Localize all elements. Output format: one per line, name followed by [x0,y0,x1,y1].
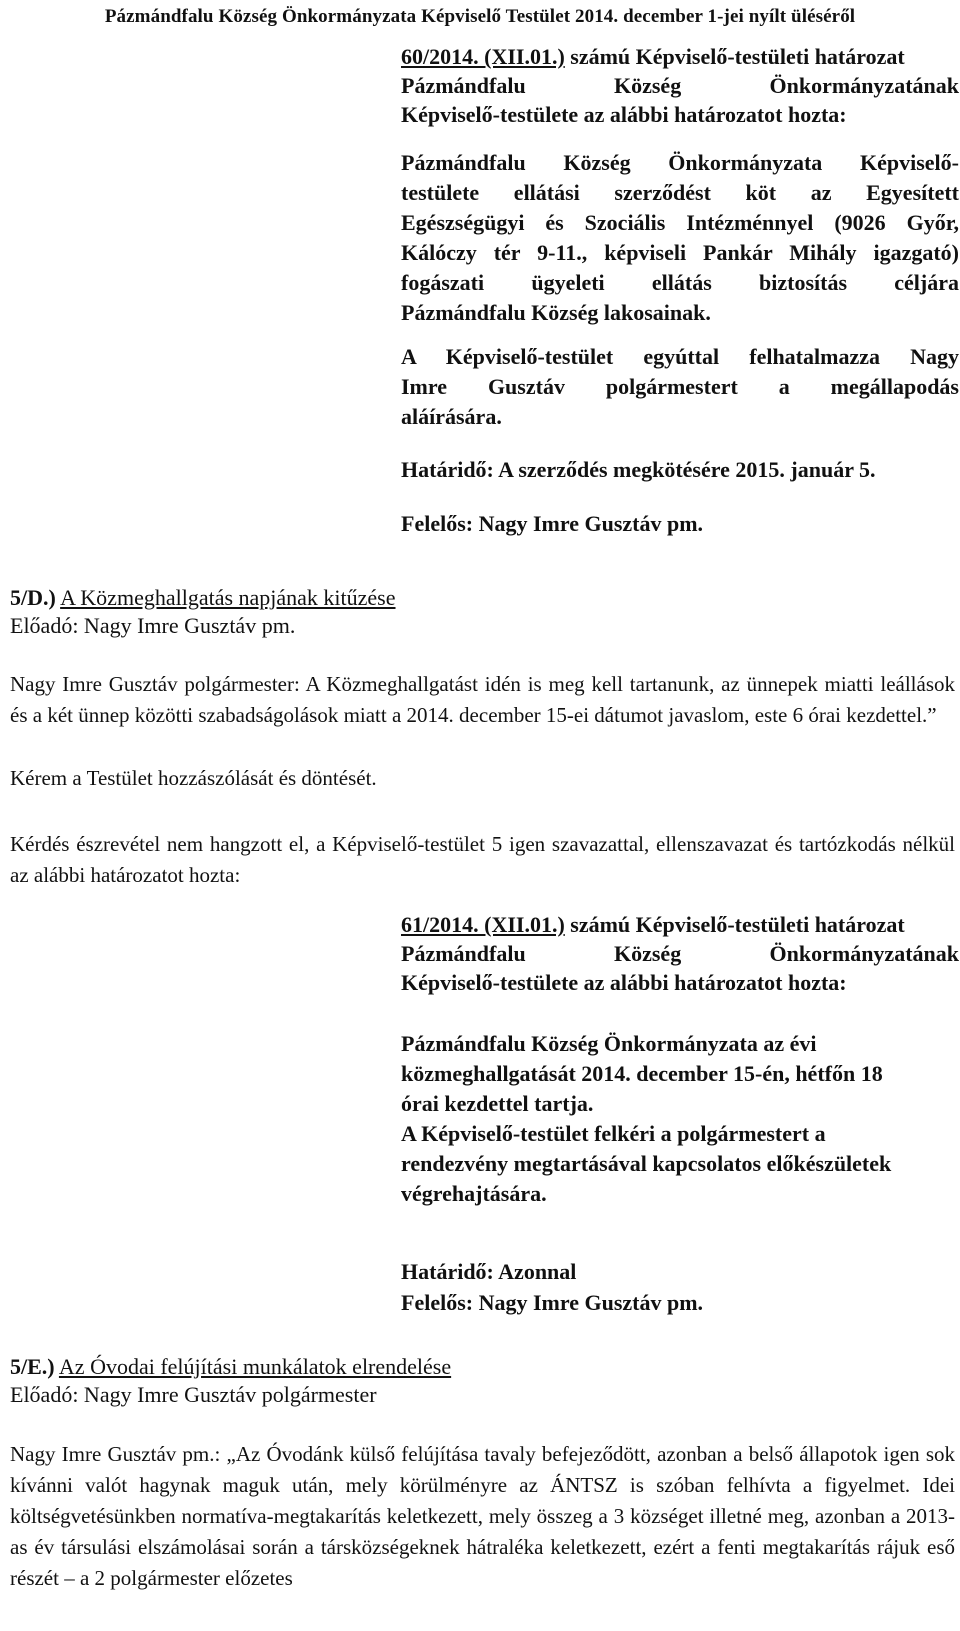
section-d-paragraph-1: Nagy Imre Gusztáv polgármester: A Közmeghallgatást idén is meg kell tartanunk, az ünnepek miatti leállások és a két ünnep közötti szabadságolások miatt a 2014. december 15-ei dátumot javaslom, este 6 órai kezdettel.” [10,672,955,727]
section-d-paragraph-3: Kérdés észrevétel nem hangzott el, a Képviselő-testület 5 igen szavazattal, ellenszavazat és tartózkodás nélkül az alábbi határozatot hozta: [10,832,955,887]
page-header: Pázmándfalu Község Önkormányzata Képviselő Testület 2014. december 1-jei nyílt üléséről [104,6,856,27]
resolution-61-heading [401,910,959,997]
section-e-presenter: Előadó: Nagy Imre Gusztáv polgármester [10,1382,377,1407]
resolution-60-authorization: A Képviselő-testület egyúttal felhatalmazza Nagy Imre Gusztáv polgármestert a megállapodás aláírására. [401,344,959,429]
resolution-61-body: Pázmándfalu Község Önkormányzata az évi közmeghallgatását 2014. december 15-én, hétfőn 18 órai kezdettel tartja. A Képviselő-testület felkéri a polgármestert a rendezvény megtartásával kapcsolatos előkészületek végrehajtására. [401,1031,892,1206]
resolution-60-title: 60/2014. (XII.01.) számú Képviselő-testületi határozat [401,44,905,69]
section-d-heading: 5/D.) A Közmeghallgatás napjának kitűzése [10,585,396,610]
resolution-60-line2: Pázmándfalu Község Önkormányzatának [401,73,959,98]
resolution-61-number: 61/2014. (XII.01.) [401,912,565,937]
resolution-60-heading [401,42,959,129]
resolution-61-title: 61/2014. (XII.01.) számú Képviselő-testületi határozat [401,912,905,937]
section-d-presenter: Előadó: Nagy Imre Gusztáv pm. [10,613,296,638]
resolution-60-number: 60/2014. (XII.01.) [401,44,565,69]
resolution-60-body: Pázmándfalu Község Önkormányzata Képviselő- testülete ellátási szerződést köt az Egyesített Egészségügyi és Szociális Intézménnyel (9026 Győr, Kálóczy tér 9-11., képviseli Pankár Mihály igazgató) fogászati ügyeleti ellátás biztosítás céljára Pázmándfalu Község lakosainak. [401,150,959,325]
section-e-heading: 5/E.) Az Óvodai felújítási munkálatok elrendelése [10,1354,452,1379]
resolution-61-deadline: Határidő: Azonnal [401,1259,577,1284]
resolution-60-line3: Képviselő-testülete az alábbi határozatot hozta: [401,102,847,127]
resolution-61-line2: Pázmándfalu Község Önkormányzatának [401,941,959,966]
resolution-61-line3: Képviselő-testülete az alábbi határozatot hozta: [401,970,847,995]
section-d-paragraph-2: Kérem a Testület hozzászólását és döntését. [10,766,377,790]
section-e-title: Az Óvodai felújítási munkálatok elrendelése [58,1354,452,1379]
resolution-60-responsible: Felelős: Nagy Imre Gusztáv pm. [401,511,704,536]
resolution-60-deadline: Határidő: A szerződés megkötésére 2015. január 5. [401,457,876,482]
resolution-61-responsible: Felelős: Nagy Imre Gusztáv pm. [401,1290,704,1315]
section-d-title: A Közmeghallgatás napjának kitűzése [60,585,396,610]
section-e-paragraph-1: Nagy Imre Gusztáv pm.: „Az Óvodánk külső felújítása tavaly befejeződött, azonban a belső állapotok igen sok kívánni valót hagynak maguk után, mely körülményre az ÁNTSZ is szóban felhívta a figyelmet. Idei költségvetésünkben normatíva-megtakarítás keletkezett, mely összeg a 3 községet illetné meg, azonban a 2013-as év társulási elszámolásai során a társközségeknek hátraléka keletkezett, ezért a fenti megtakarítás rájuk eső részét – a 2 polgármester előzetes [10,1442,955,1590]
